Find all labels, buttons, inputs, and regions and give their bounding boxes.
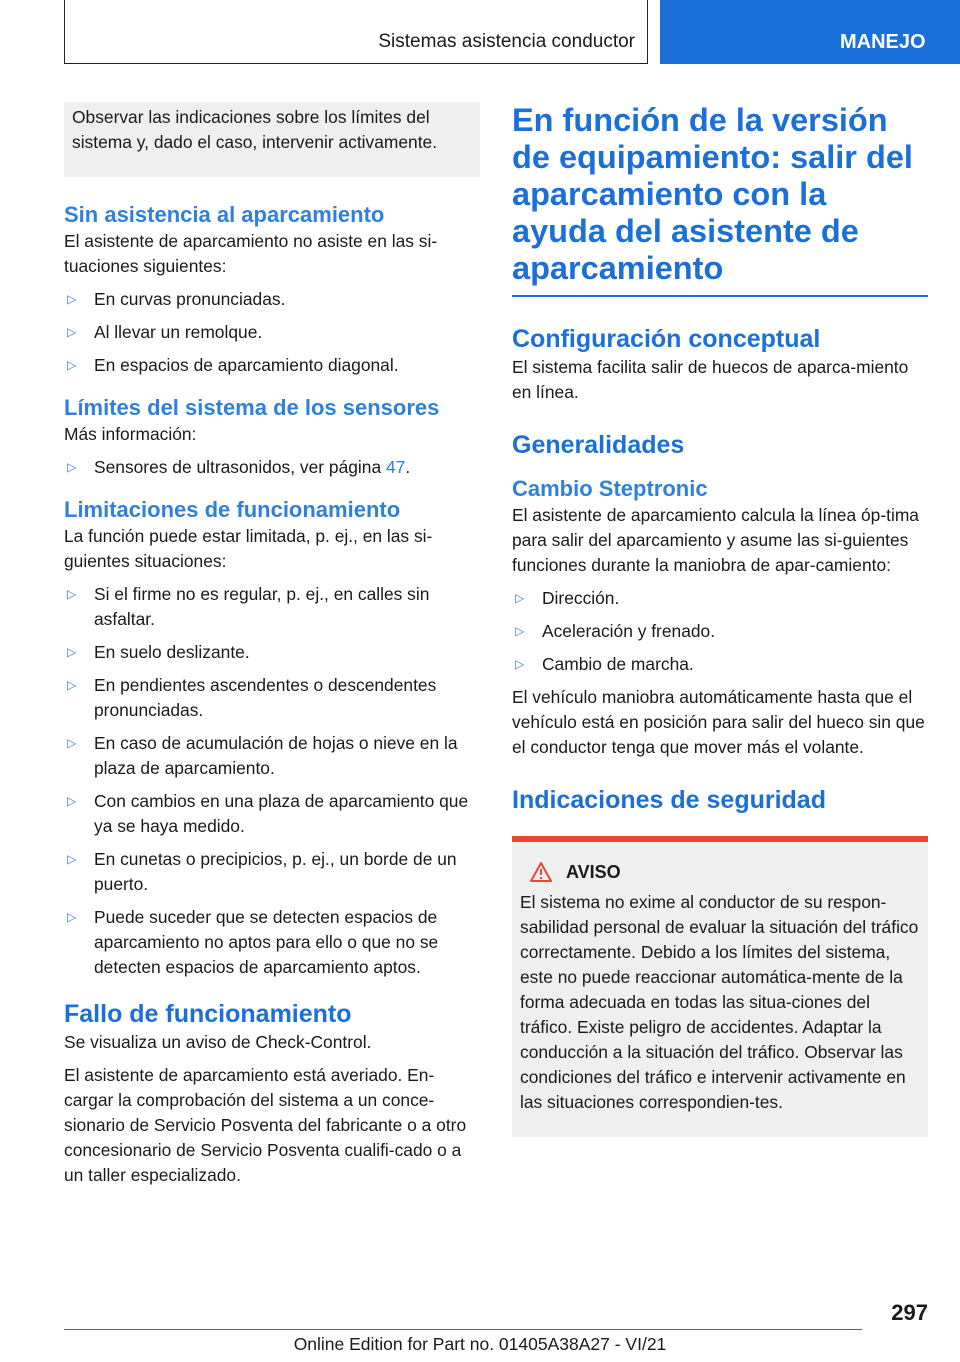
list-item: ▷ Si el firme no es regular, p. ej., en calles sin asfaltar. <box>67 584 430 629</box>
section-heading: Fallo de funcionamiento <box>64 1000 352 1028</box>
triangle-right-icon: ▷ <box>515 624 525 638</box>
page-number: 297 <box>891 1300 928 1325</box>
list-item: ▷ En pendientes ascendentes o descendentes pronunciadas. <box>67 675 437 720</box>
paragraph: El vehículo maniobra automáticamente hasta que el vehículo está en posición para salir del hueco sin que el conductor tenga que mover más el volante. <box>512 687 925 757</box>
list-item: ▷ Aceleración y frenado. <box>515 621 716 641</box>
chapter-tab[interactable] <box>660 0 960 64</box>
edition-footer: Online Edition for Part no. 01405A38A27 - VI/21 <box>293 1334 667 1354</box>
paragraph: La función puede estar limitada, p. ej., en las si-guientes situaciones: <box>64 526 433 571</box>
paragraph: El asistente de aparcamiento está averiado. En-cargar la comprobación del sistema a un conce-sionario de Servicio Posventa del fabricante o a otro concesionario de Servicio Posventa cualifi-cado o a un taller especializado. <box>64 1065 467 1185</box>
triangle-right-icon: ▷ <box>67 325 77 339</box>
paragraph: Se visualiza un aviso de Check-Control. <box>64 1032 372 1052</box>
list-item: ▷ En espacios de aparcamiento diagonal. <box>67 355 399 375</box>
section-title: Sistemas asistencia conductor <box>378 31 635 52</box>
chapter-tab-label: MANEJO <box>840 31 926 53</box>
triangle-right-icon: ▷ <box>67 587 77 601</box>
list-item: ▷ En caso de acumulación de hojas o nieve en la plaza de aparcamiento. <box>67 733 458 778</box>
paragraph: Más información: <box>64 424 197 444</box>
bullet-list <box>64 455 480 480</box>
triangle-right-icon: ▷ <box>515 591 525 605</box>
triangle-right-icon: ▷ <box>67 645 77 659</box>
warning-triangle-icon <box>530 862 552 882</box>
footer-rule <box>64 1329 862 1330</box>
list-item: ▷ En curvas pronunciadas. <box>67 289 286 309</box>
triangle-right-icon: ▷ <box>67 852 77 866</box>
triangle-right-icon: ▷ <box>67 794 77 808</box>
warning-label: AVISO <box>566 862 621 882</box>
section-heading: Generalidades <box>512 431 685 459</box>
triangle-right-icon: ▷ <box>67 460 77 474</box>
paragraph: El sistema facilita salir de huecos de aparca-miento en línea. <box>512 357 909 402</box>
chapter-title: En función de la versión de equipamiento: salir del aparcamiento con la ayuda del asistente de aparcamiento <box>512 102 913 286</box>
warning-text: El sistema no exime al conductor de su respon-sabilidad personal de evaluar la situación del tráfico correctamente. Debido a los límites del sistema, este no puede reaccionar automática-mente de la forma adecuada en todas las situa-ciones del tráfico. Existe peligro de accidentes. Adaptar la conducción a la situación del tráfico. Observar las condiciones del tráfico e intervenir activamente en las situaciones correspondien-tes. <box>520 892 919 1112</box>
paragraph: El asistente de aparcamiento no asiste en las si-tuaciones siguientes: <box>64 231 438 276</box>
triangle-right-icon: ▷ <box>67 358 77 372</box>
note-box <box>64 102 480 177</box>
subsection-heading: Cambio Steptronic <box>512 476 708 501</box>
list-item: ▷ En suelo deslizante. <box>67 642 250 662</box>
right-column <box>512 102 928 1137</box>
section-heading: Configuración conceptual <box>512 325 821 353</box>
triangle-right-icon: ▷ <box>67 736 77 750</box>
triangle-right-icon: ▷ <box>515 657 525 671</box>
paragraph: El asistente de aparcamiento calcula la línea óp-tima para salir del aparcamiento y asume las si-guientes funciones durante la maniobra de apar-camiento: <box>512 505 919 575</box>
section-heading: Sin asistencia al aparcamiento <box>64 202 385 227</box>
list-item: ▷ En cunetas o precipicios, p. ej., un borde de un puerto. <box>67 849 457 894</box>
page-link[interactable]: 47 <box>385 457 406 477</box>
list-item: ▷ Sensores de ultrasonidos, ver página 47. <box>67 457 411 477</box>
section-heading: Límites del sistema de los sensores <box>64 395 440 420</box>
bullet-list <box>512 586 928 677</box>
running-header <box>64 0 648 64</box>
list-item: ▷ Dirección. <box>515 588 620 608</box>
list-item: ▷ Al llevar un remolque. <box>67 322 263 342</box>
triangle-right-icon: ▷ <box>67 678 77 692</box>
note-text: Observar las indicaciones sobre los límites del sistema y, dado el caso, intervenir activamente. <box>72 107 438 152</box>
triangle-right-icon: ▷ <box>67 910 77 924</box>
list-item: ▷ Con cambios en una plaza de aparcamiento que ya se haya medido. <box>67 791 469 836</box>
list-item: ▷ Puede suceder que se detecten espacios de aparcamiento no aptos para ello o que no se detecten espacios de aparcamiento aptos. <box>67 907 439 977</box>
title-rule <box>512 295 928 297</box>
list-item: ▷ Cambio de marcha. <box>515 654 694 674</box>
warning-box <box>512 836 928 1137</box>
section-heading: Limitaciones de funcionamiento <box>64 497 401 522</box>
warning-heading <box>520 860 920 884</box>
section-heading: Indicaciones de seguridad <box>512 786 826 814</box>
triangle-right-icon: ▷ <box>67 292 77 306</box>
left-column <box>64 102 480 1188</box>
bullet-list <box>64 582 480 980</box>
bullet-list <box>64 287 480 378</box>
